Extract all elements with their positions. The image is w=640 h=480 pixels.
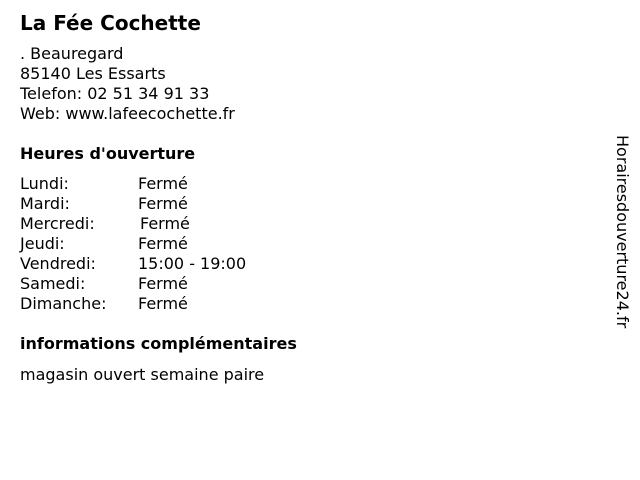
street-address: . Beauregard [20,44,124,63]
day-hours: Fermé [138,294,188,313]
additional-info-heading: informations complémentaires [20,334,297,353]
day-label: Lundi: [20,174,69,193]
hours-row-saturday [20,274,320,294]
hours-row-sunday [20,294,320,314]
additional-info-text: magasin ouvert semaine paire [20,365,265,384]
day-label: Mercredi: [20,214,95,233]
hours-row-tuesday [20,194,320,214]
postal-city: 85140 Les Essarts [20,64,166,83]
hours-row-wednesday [20,214,320,234]
phone-number: Telefon: 02 51 34 91 33 [20,84,210,103]
address-block [20,44,235,124]
opening-hours-heading: Heures d'ouverture [20,144,196,163]
day-hours: 15:00 - 19:00 [138,254,247,273]
day-hours: Fermé [138,194,188,213]
website: Web: www.lafeecochette.fr [20,104,235,123]
opening-hours-table [20,174,320,314]
day-hours: Fermé [138,234,188,253]
hours-row-friday [20,254,320,274]
day-hours: Fermé [138,174,188,193]
day-label: Dimanche: [20,294,107,313]
hours-row-monday [20,174,320,194]
business-name: La Fée Cochette [20,11,201,35]
day-label: Vendredi: [20,254,96,273]
site-watermark: Horairesdouverture24.fr [613,135,632,329]
day-label: Jeudi: [20,234,65,253]
hours-row-thursday [20,234,320,254]
day-label: Samedi: [20,274,86,293]
day-label: Mardi: [20,194,70,213]
day-hours: Fermé [138,274,188,293]
day-hours: Fermé [140,214,190,233]
